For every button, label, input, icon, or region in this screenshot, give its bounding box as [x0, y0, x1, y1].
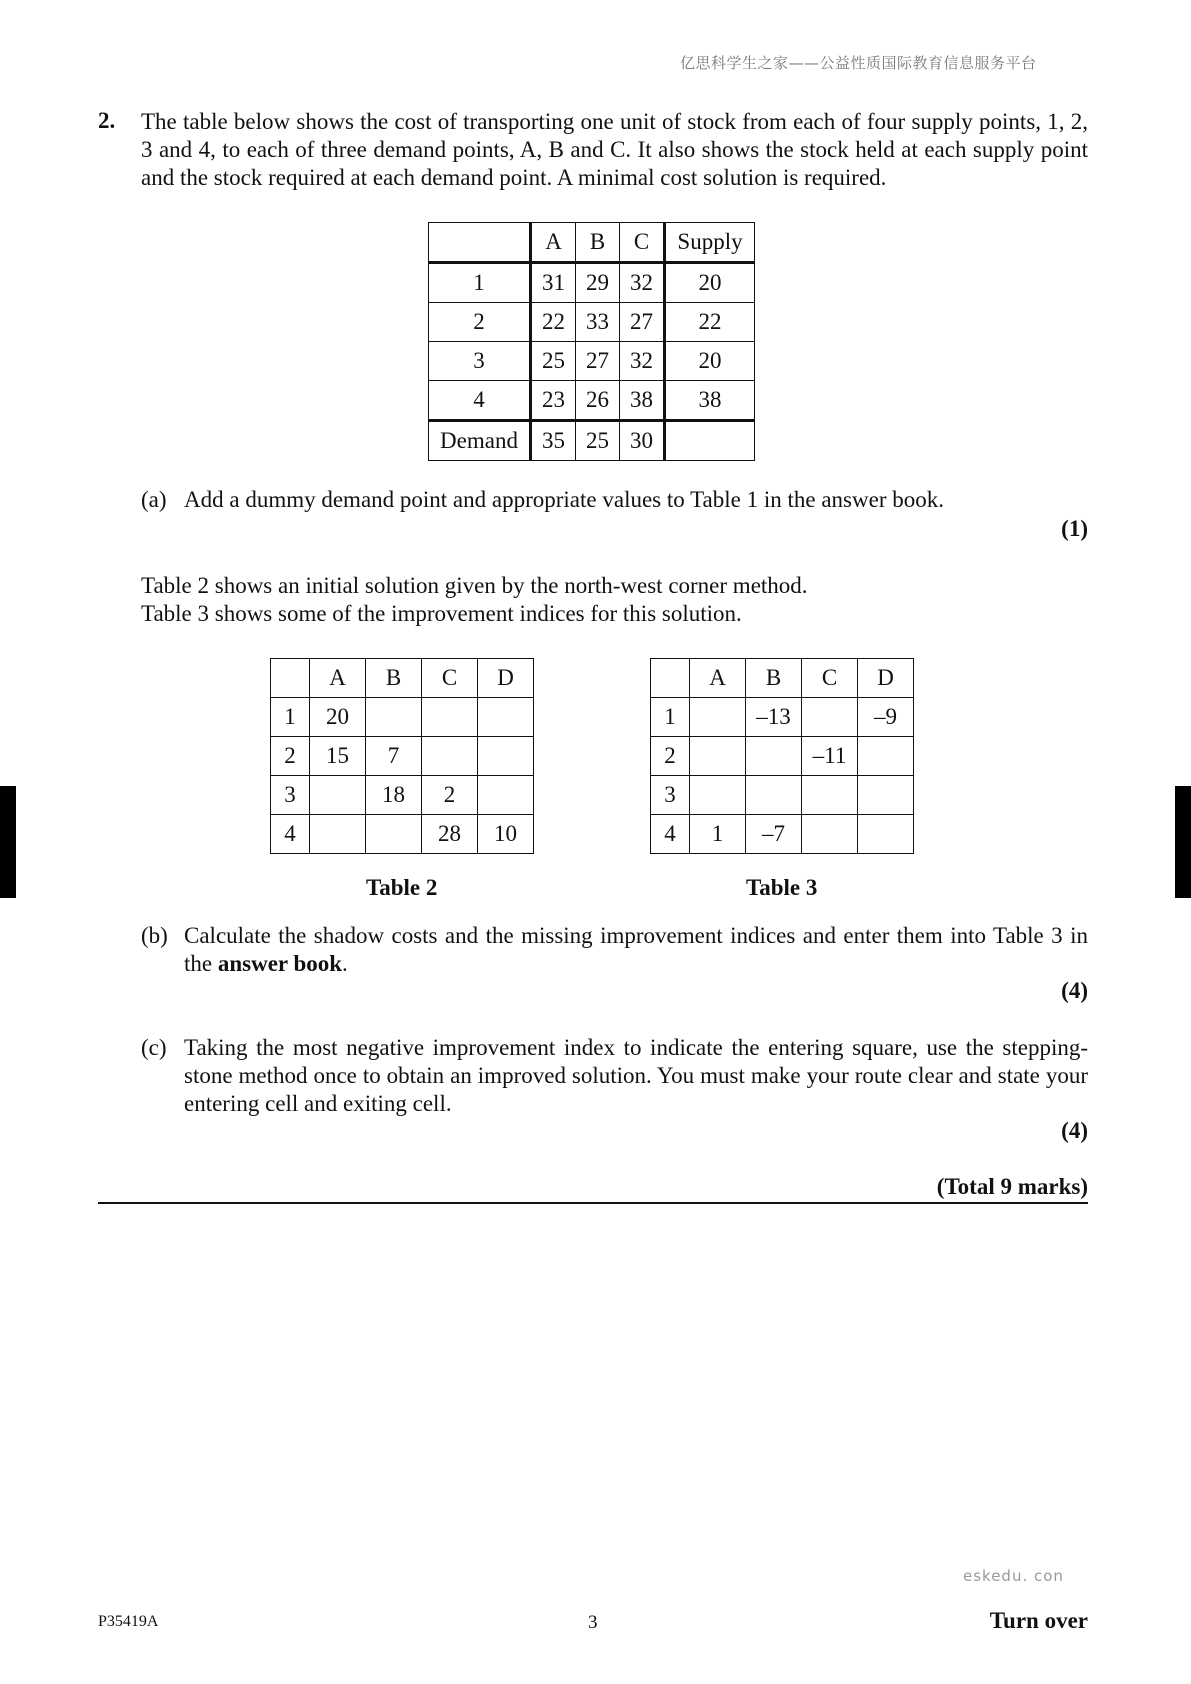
- table-3-header: [651, 659, 914, 698]
- table-cell: 33: [576, 303, 620, 342]
- table-cell: –7: [746, 815, 802, 854]
- cost-table-col-b: B: [576, 223, 620, 263]
- table-cell: 32: [620, 263, 665, 303]
- table-3-caption: Table 3: [746, 875, 818, 900]
- table-2-header: [271, 659, 534, 698]
- col-header: C: [802, 659, 858, 698]
- table-cell: 25: [576, 421, 620, 461]
- table-cell: 35: [531, 421, 576, 461]
- row-label: 2: [271, 737, 310, 776]
- part-b-marks: (4): [1061, 978, 1088, 1003]
- table-cell: 1: [690, 815, 746, 854]
- table-row: [651, 815, 914, 854]
- row-label: 4: [429, 381, 531, 421]
- row-label: 1: [271, 698, 310, 737]
- table-row: [651, 737, 914, 776]
- table-cell: [366, 815, 422, 854]
- paper-code: P35419A: [98, 1613, 159, 1630]
- col-header: D: [478, 659, 534, 698]
- table-cell: [478, 737, 534, 776]
- row-label: 2: [651, 737, 690, 776]
- part-b-text: [184, 922, 1088, 978]
- table-cell: 22: [665, 303, 755, 342]
- cost-table: [428, 222, 755, 461]
- part-a-label: (a): [141, 487, 167, 512]
- part-c-label: (c): [141, 1035, 167, 1060]
- left-margin-bar: [0, 786, 16, 898]
- table-cell: [690, 776, 746, 815]
- part-b-label: (b): [141, 923, 168, 948]
- cost-table-col-supply: Supply: [665, 223, 755, 263]
- question-intro: The table below shows the cost of transporting one unit of stock from each of four supply points, 1, 2, 3 and 4, to each of three demand points, A, B and C. It also shows the stock held at each supply point and the stock required at each demand point. A minimal cost solution is required.: [141, 109, 1088, 190]
- table-cell: [690, 698, 746, 737]
- table-row: [429, 303, 755, 342]
- table-cell: [746, 776, 802, 815]
- table-cell: 20: [665, 263, 755, 303]
- table-row: [271, 698, 534, 737]
- table-cell: 22: [531, 303, 576, 342]
- table-row: [429, 263, 755, 303]
- watermark: eskedu. con: [963, 1567, 1064, 1585]
- table-cell: 32: [620, 342, 665, 381]
- col-header: B: [366, 659, 422, 698]
- table-cell: 26: [576, 381, 620, 421]
- col-header: B: [746, 659, 802, 698]
- table-cell: 10: [478, 815, 534, 854]
- table-cell: 38: [665, 381, 755, 421]
- table-cell: –11: [802, 737, 858, 776]
- col-header: D: [858, 659, 914, 698]
- table-cell: [858, 815, 914, 854]
- right-margin-bar: [1175, 786, 1191, 898]
- demand-row: [429, 421, 755, 461]
- table-cell: [665, 421, 755, 461]
- table-cell: [422, 698, 478, 737]
- table-2: [270, 658, 534, 854]
- table-cell: 2: [422, 776, 478, 815]
- table-row: [429, 342, 755, 381]
- turn-over: Turn over: [989, 1608, 1088, 1633]
- table-cell: [746, 737, 802, 776]
- row-label: 4: [271, 815, 310, 854]
- table-row: [271, 776, 534, 815]
- table-row: [271, 815, 534, 854]
- table-cell: 27: [576, 342, 620, 381]
- part-b-text-post: .: [342, 951, 348, 976]
- row-label: 3: [651, 776, 690, 815]
- table-cell: 29: [576, 263, 620, 303]
- table-cell: 30: [620, 421, 665, 461]
- table-cell: 38: [620, 381, 665, 421]
- table-cell: –13: [746, 698, 802, 737]
- row-label: 1: [429, 263, 531, 303]
- part-b-text-bold: answer book: [217, 951, 343, 976]
- table3-description: Table 3 shows some of the improvement indices for this solution.: [141, 601, 742, 626]
- table-cell: [802, 776, 858, 815]
- table-cell: –9: [858, 698, 914, 737]
- table-cell: 15: [310, 737, 366, 776]
- part-c-text: Taking the most negative improvement index to indicate the entering square, use the stepping-stone method once to obtain an improved solution. You must make your route clear and state your entering cell and exiting cell.: [184, 1035, 1088, 1116]
- table-cell: 18: [366, 776, 422, 815]
- section-divider: [98, 1202, 1088, 1204]
- table-3: [650, 658, 914, 854]
- page-number: 3: [588, 1612, 598, 1633]
- table-corner: [271, 659, 310, 698]
- table-cell: 20: [310, 698, 366, 737]
- table-cell: [366, 698, 422, 737]
- row-label: 3: [429, 342, 531, 381]
- part-a-text: Add a dummy demand point and appropriate values to Table 1 in the answer book.: [184, 487, 944, 512]
- cost-table-col-c: C: [620, 223, 665, 263]
- row-label: 3: [271, 776, 310, 815]
- table-row: [271, 737, 534, 776]
- col-header: C: [422, 659, 478, 698]
- cost-table-col-a: A: [531, 223, 576, 263]
- col-header: A: [690, 659, 746, 698]
- table-cell: [858, 737, 914, 776]
- row-label: Demand: [429, 421, 531, 461]
- table-2-caption: Table 2: [366, 875, 438, 900]
- table-cell: 28: [422, 815, 478, 854]
- part-c-marks: (4): [1061, 1118, 1088, 1143]
- table-cell: [310, 776, 366, 815]
- table-cell: 7: [366, 737, 422, 776]
- row-label: 2: [429, 303, 531, 342]
- question-number: 2.: [98, 108, 116, 133]
- table-cell: 20: [665, 342, 755, 381]
- cost-table-corner: [429, 223, 531, 263]
- col-header: A: [310, 659, 366, 698]
- part-a-marks: (1): [1061, 516, 1088, 541]
- total-marks: (Total 9 marks): [936, 1174, 1088, 1199]
- table-cell: [422, 737, 478, 776]
- table-cell: [690, 737, 746, 776]
- table-row: [429, 381, 755, 421]
- table-row: [651, 776, 914, 815]
- table-cell: [802, 698, 858, 737]
- table-cell: [310, 815, 366, 854]
- table-cell: 27: [620, 303, 665, 342]
- table-cell: [478, 776, 534, 815]
- table-cell: [858, 776, 914, 815]
- table2-description: Table 2 shows an initial solution given by the north-west corner method.: [141, 573, 808, 598]
- header-note: 亿思科学生之家——公益性质国际教育信息服务平台: [680, 54, 1037, 72]
- row-label: 1: [651, 698, 690, 737]
- table-row: [651, 698, 914, 737]
- row-label: 4: [651, 815, 690, 854]
- table-cell: [478, 698, 534, 737]
- part-b-text-pre: Calculate the shadow costs and the missing improvement indices and enter them into Table 3 in the: [184, 923, 1088, 976]
- table-cell: 25: [531, 342, 576, 381]
- table-cell: 23: [531, 381, 576, 421]
- table-cell: 31: [531, 263, 576, 303]
- table-corner: [651, 659, 690, 698]
- cost-table-header: [429, 223, 755, 263]
- table-cell: [802, 815, 858, 854]
